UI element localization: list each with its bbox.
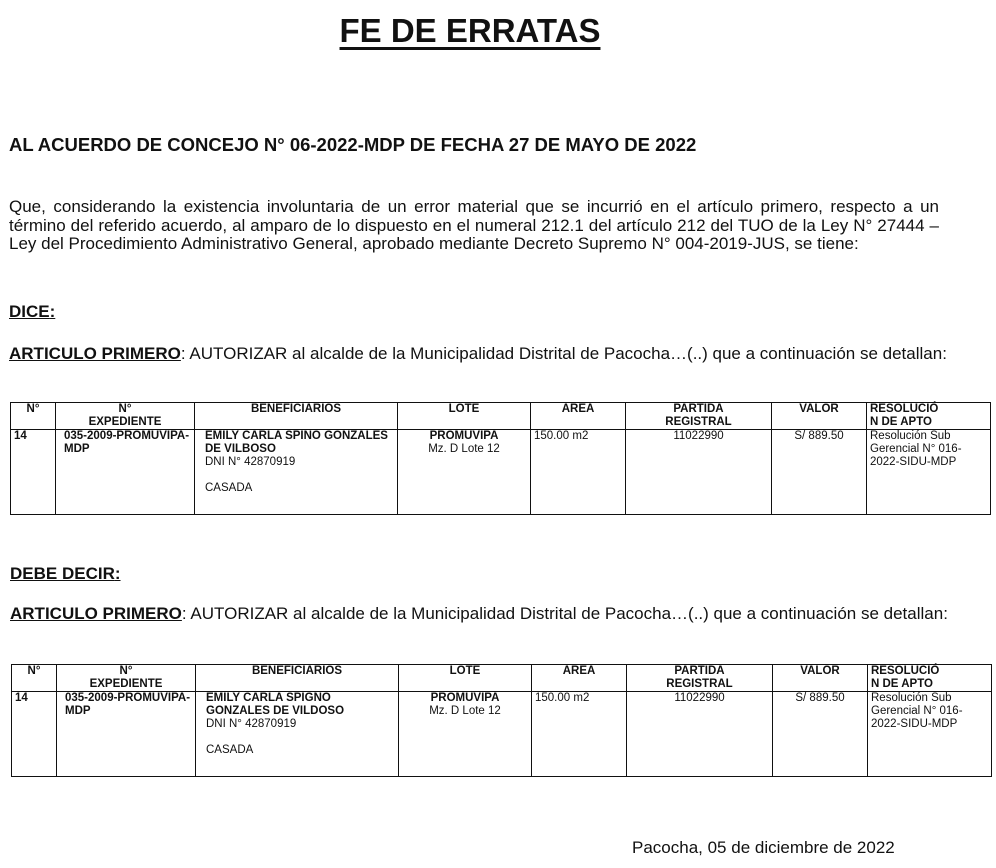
dice-article-text: : AUTORIZAR al alcalde de la Municipalidad Distrital de Pacocha…(..) que a continuación se detallan: bbox=[180, 344, 947, 363]
cell-beneficiarios: EMILY CARLA SPIGNO GONZALES DE VILDOSO DNI N° 42870919 CASADA bbox=[196, 692, 399, 777]
debe-heading-label: DEBE DECIR bbox=[10, 564, 115, 583]
debe-table bbox=[11, 664, 992, 777]
cell-resolucion: Resolución Sub Gerencial N° 016-2022-SIDU-MDP bbox=[867, 430, 991, 515]
header-area: AREA bbox=[532, 665, 627, 692]
document-subtitle: AL ACUERDO DE CONCEJO N° 06-2022-MDP DE FECHA 27 DE MAYO DE 2022 bbox=[9, 134, 697, 155]
header-expediente: N° EXPEDIENTE bbox=[56, 403, 195, 430]
signature-date: Pacocha, 05 de diciembre de 2022 bbox=[632, 838, 895, 857]
header-area: AREA bbox=[531, 403, 626, 430]
debe-heading bbox=[10, 564, 121, 584]
header-valor: VALOR bbox=[773, 665, 868, 692]
cell-expediente: 035-2009-PROMUVIPA-MDP bbox=[56, 430, 195, 515]
header-lote: LOTE bbox=[398, 403, 531, 430]
cell-beneficiarios: EMILY CARLA SPINO GONZALES DE VILBOSO DNI N° 42870919 CASADA bbox=[195, 430, 398, 515]
cell-valor: S/ 889.50 bbox=[773, 692, 868, 777]
cell-partida: 11022990 bbox=[626, 430, 772, 515]
dice-table bbox=[10, 402, 991, 515]
cell-area: 150.00 m2 bbox=[532, 692, 627, 777]
header-resolucion: RESOLUCIÓ N DE APTO bbox=[868, 665, 992, 692]
header-beneficiarios: BENEFICIARIOS bbox=[195, 403, 398, 430]
header-resolucion: RESOLUCIÓ N DE APTO bbox=[867, 403, 991, 430]
header-lote: LOTE bbox=[399, 665, 532, 692]
table-row bbox=[11, 430, 991, 515]
header-valor: VALOR bbox=[772, 403, 867, 430]
header-no: N° bbox=[12, 665, 57, 692]
cell-area: 150.00 m2 bbox=[531, 430, 626, 515]
dice-heading-label: DICE bbox=[9, 302, 50, 321]
table-header-row bbox=[12, 665, 992, 692]
intro-paragraph: Que, considerando la existencia involuntaria de un error material que se incurrió en el artículo primero, respecto a un término del referido acuerdo, al amparo de lo dispuesto en el numeral 212.1 del artículo 212 del TUO de la Ley N° 27444 – Ley del Procedimiento Administrativo General, aprobado mediante Decreto Supremo N° 004-2019-JUS, se tiene: bbox=[9, 197, 939, 254]
header-expediente: N° EXPEDIENTE bbox=[57, 665, 196, 692]
cell-partida: 11022990 bbox=[627, 692, 773, 777]
dice-article-label: ARTICULO PRIMERO bbox=[9, 344, 181, 363]
debe-article-label: ARTICULO PRIMERO bbox=[10, 604, 182, 623]
cell-expediente: 035-2009-PROMUVIPA-MDP bbox=[57, 692, 196, 777]
cell-lote: PROMUVIPA Mz. D Lote 12 bbox=[398, 430, 531, 515]
header-no: N° bbox=[11, 403, 56, 430]
dice-heading-suffix: : bbox=[49, 302, 56, 321]
table-row bbox=[12, 692, 992, 777]
debe-article bbox=[10, 604, 950, 624]
cell-valor: S/ 889.50 bbox=[772, 430, 867, 515]
document-title: FE DE ERRATAS bbox=[339, 12, 601, 49]
header-partida: PARTIDA REGISTRAL bbox=[626, 403, 772, 430]
dice-heading bbox=[9, 302, 55, 322]
debe-article-text: : AUTORIZAR al alcalde de la Municipalidad Distrital de Pacocha…(..) que a continuación se detallan: bbox=[181, 604, 948, 623]
cell-resolucion: Resolución Sub Gerencial N° 016-2022-SIDU-MDP bbox=[868, 692, 992, 777]
dice-article bbox=[9, 344, 949, 364]
cell-lote: PROMUVIPA Mz. D Lote 12 bbox=[399, 692, 532, 777]
table-header-row bbox=[11, 403, 991, 430]
header-partida: PARTIDA REGISTRAL bbox=[627, 665, 773, 692]
cell-no: 14 bbox=[12, 692, 57, 777]
header-beneficiarios: BENEFICIARIOS bbox=[196, 665, 399, 692]
debe-heading-suffix: : bbox=[114, 564, 121, 583]
cell-no: 14 bbox=[11, 430, 56, 515]
